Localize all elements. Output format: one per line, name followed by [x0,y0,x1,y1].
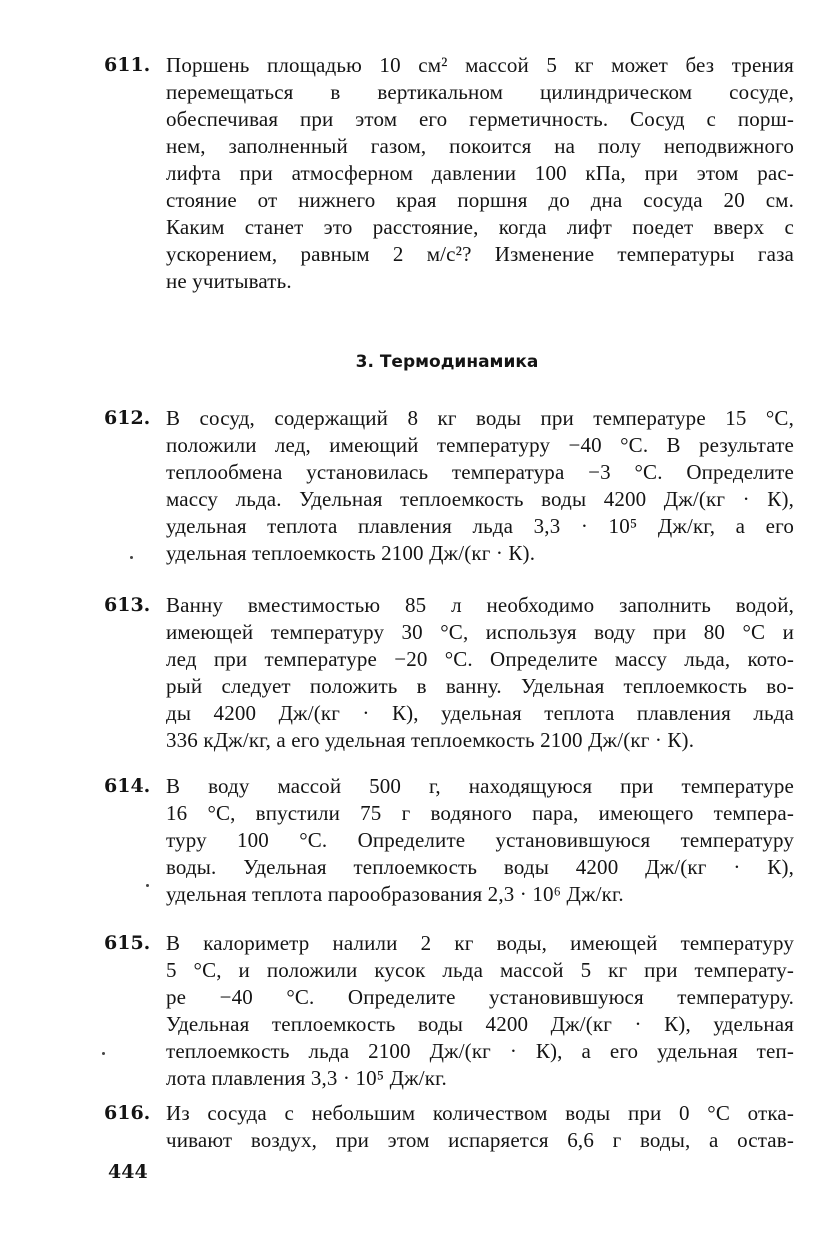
text-line: Удельная теплоемкость воды 4200 Дж/(кг · К), удельная [166,1012,794,1036]
section-title: 3. Термодинамика [355,352,539,372]
text-line: удельная теплоемкость 2100 Дж/(кг · К). [166,541,536,565]
text-line: Каким станет это расстояние, когда лифт поедет вверх с [166,215,794,239]
text-line: лифта при атмосферном давлении 100 кПа, при этом рас- [166,161,794,185]
text-line: В сосуд, содержащий 8 кг воды при температуре 15 °С, [166,406,794,430]
text-line: массу льда. Удельная теплоемкость воды 4200 Дж/(кг · К), [166,487,794,511]
text-line: ды 4200 Дж/(кг · К), удельная теплота плавления льда [166,701,794,725]
text-line: обеспечивая при этом его герметичность. Сосуд с порш- [166,107,794,131]
problem-number: 614. [104,775,151,797]
text-line: стояние от нижнего края поршня до дна сосуда 20 см. [166,188,794,212]
scan-speck [130,556,133,559]
text-line: 336 кДж/кг, а его удельная теплоемкость 2100 Дж/(кг · К). [166,728,695,752]
text-line: нем, заполненный газом, покоится на полу неподвижного [166,134,794,158]
page-number: 444 [108,1161,148,1183]
problem-number: 615. [104,932,151,954]
problem-text [166,1100,794,1154]
text-line: теплоемкость льда 2100 Дж/(кг · К), а его удельная теп- [166,1039,794,1063]
problem-number: 612. [104,407,151,429]
problem-614 [104,773,794,908]
problem-616 [104,1100,794,1154]
text-line: Ванну вместимостью 85 л необходимо заполнить водой, [166,593,794,617]
text-line: рый следует положить в ванну. Удельная теплоемкость во- [166,674,794,698]
text-line: лед при температуре −20 °С. Определите массу льда, кото- [166,647,794,671]
text-line: Из сосуда с небольшим количеством воды при 0 °С отка- [166,1101,794,1125]
problem-text [166,52,794,295]
text-line: туру 100 °С. Определите установившуюся температуру [166,828,794,852]
problem-612 [104,405,794,567]
text-line: имеющей температуру 30 °С, используя воду при 80 °С и [166,620,794,644]
problem-611 [104,52,794,295]
text-line: чивают воздух, при этом испаряется 6,6 г воды, а остав- [166,1128,794,1152]
text-line: лота плавления 3,3 · 10⁵ Дж/кг. [166,1066,447,1090]
text-line: удельная теплота парообразования 2,3 · 10⁶ Дж/кг. [166,882,624,906]
text-line: ускорением, равным 2 м/с²? Изменение температуры газа [166,242,794,266]
text-line: удельная теплота плавления льда 3,3 · 10⁵ Дж/кг, а его [166,514,794,538]
text-line: воды. Удельная теплоемкость воды 4200 Дж/(кг · К), [166,855,794,879]
text-line: Поршень площадью 10 см² массой 5 кг может без трения [166,53,794,77]
text-line: ре −40 °С. Определите установившуюся температуру. [166,985,794,1009]
problem-text [166,930,794,1092]
problem-text [166,592,794,754]
text-line: теплообмена установилась температура −3 °С. Определите [166,460,794,484]
text-line: перемещаться в вертикальном цилиндрическом сосуде, [166,80,794,104]
problem-text [166,405,794,567]
text-line: В калориметр налили 2 кг воды, имеющей температуру [166,931,794,955]
problem-number: 616. [104,1102,151,1124]
problem-number: 611. [104,54,151,76]
problem-text [166,773,794,908]
problem-615 [104,930,794,1092]
scan-speck [102,1052,105,1055]
problem-number: 613. [104,594,151,616]
text-line: положили лед, имеющий температуру −40 °С. В результате [166,433,794,457]
text-line: В воду массой 500 г, находящуюся при температуре [166,774,794,798]
text-line: 16 °С, впустили 75 г водяного пара, имеющего темпера- [166,801,794,825]
text-line: не учитывать. [166,269,292,293]
scan-speck [146,884,149,887]
text-line: 5 °С, и положили кусок льда массой 5 кг при температу- [166,958,794,982]
problem-613 [104,592,794,754]
